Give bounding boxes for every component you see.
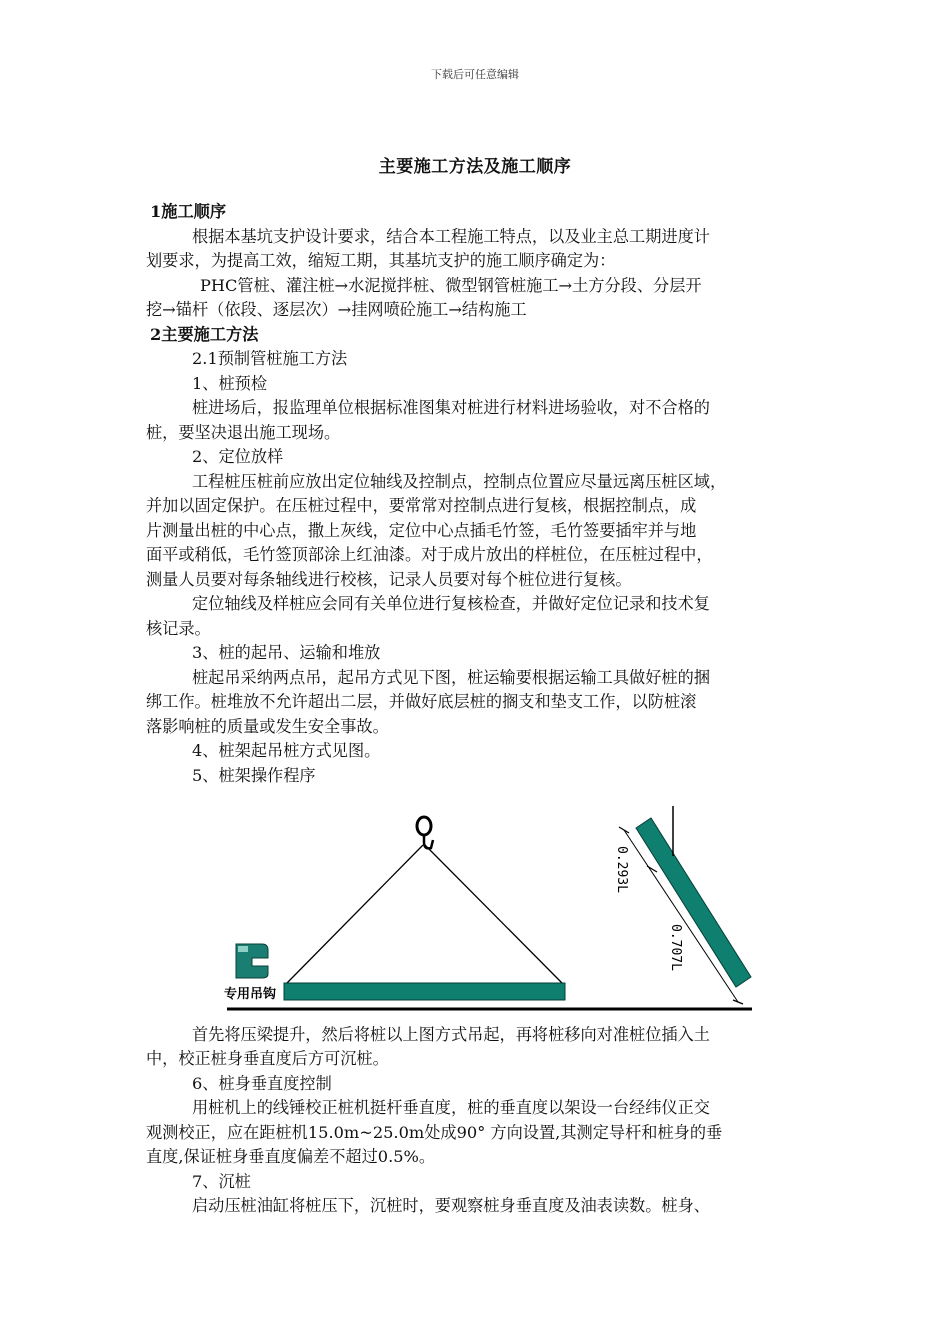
paragraph-line: 并加以固定保护。在压桩过程中，要常常对控制点进行复核，根据控制点，成 <box>146 496 697 515</box>
paragraph-line: 中，校正桩身垂直度后方可沉桩。 <box>146 1049 389 1068</box>
sling-right <box>425 845 562 983</box>
pile-inclined <box>636 818 751 987</box>
item-heading: 2、定位放样 <box>192 447 284 466</box>
paragraph-line: 桩，要坚决退出施工现场。 <box>146 423 341 442</box>
paragraph-line: 观测校正，应在距桩机15.0m~25.0m处成90° 方向设置,其测定导杆和桩身的垂 <box>146 1123 723 1142</box>
paragraph-line: 根据本基坑支护设计要求，结合本工程施工特点，以及业主总工期进度计 <box>192 227 710 246</box>
paragraph-line: 启动压桩油缸将桩压下，沉桩时，要观察桩身垂直度及油表读数。桩身、 <box>192 1196 710 1215</box>
pile-horizontal <box>284 983 565 1000</box>
paragraph-line: 片测量出桩的中心点，撒上灰线，定位中心点插毛竹签，毛竹签要插牢并与地 <box>146 521 697 540</box>
paragraph-line: 定位轴线及样桩应会同有关单位进行复核检查，并做好定位记录和技术复 <box>192 594 710 613</box>
paragraph-line: 用桩机上的线锤校正桩机挺杆垂直度，桩的垂直度以架设一台经纬仪正交 <box>192 1098 710 1117</box>
paragraph-line: 桩进场后，报监理单位根据标准图集对桩进行材料进场验收，对不合格的 <box>192 398 710 417</box>
section-heading-1: 1施工顺序 <box>150 202 227 221</box>
subsection-heading: 2.1预制管桩施工方法 <box>192 349 348 368</box>
page-header: 下载后可任意编辑 <box>431 68 519 81</box>
item-heading: 6、桩身垂直度控制 <box>192 1074 332 1093</box>
item-heading: 4、桩架起吊桩方式见图。 <box>192 741 381 760</box>
paragraph-line: 落影响桩的质量或发生安全事故。 <box>146 717 389 736</box>
paragraph-line: 挖→锚杆（依段、逐层次）→挂网喷砼施工→结构施工 <box>146 300 527 319</box>
crane-hook-icon <box>417 817 433 848</box>
paragraph-line: 直度,保证桩身垂直度偏差不超过0.5%。 <box>146 1147 436 1166</box>
paragraph-line: 面平或稍低，毛竹签顶部涂上红油漆。对于成片放出的样桩位，在压桩过程中， <box>146 545 713 564</box>
paragraph-line: 绑工作。桩堆放不允许超出二层，并做好底层桩的搁支和垫支工作，以防桩滚 <box>146 692 697 711</box>
dimension-line <box>624 830 738 1002</box>
sling-left <box>287 845 423 983</box>
paragraph-line: 测量人员要对每条轴线进行校核，记录人员要对每个桩位进行复核。 <box>146 570 632 589</box>
hook-label: 专用吊钩 <box>224 987 277 1002</box>
paragraph-line: PHC管桩、灌注桩→水泥搅拌桩、微型钢管桩施工→土方分段、分层开 <box>200 276 702 295</box>
paragraph-line: 划要求，为提高工效，缩短工期，其基坑支护的施工顺序确定为： <box>146 251 616 270</box>
item-heading: 7、沉桩 <box>192 1172 251 1191</box>
dimension-label-upper: 0.293L <box>614 846 629 893</box>
paragraph-line: 首先将压梁提升，然后将桩以上图方式吊起，再将桩移向对准桩位插入土 <box>192 1025 710 1044</box>
paragraph-line: 核记录。 <box>146 619 211 638</box>
paragraph-line: 工程桩压桩前应放出定位轴线及控制点，控制点位置应尽量远离压桩区域， <box>192 472 727 491</box>
item-heading: 1、桩预检 <box>192 374 268 393</box>
section-heading-2: 2主要施工方法 <box>150 325 259 344</box>
paragraph-line: 桩起吊采纳两点吊，起吊方式见下图，桩运输要根据运输工具做好桩的捆 <box>192 668 710 687</box>
special-hook-icon <box>236 944 268 978</box>
dimension-label-lower: 0.707L <box>668 924 683 971</box>
item-heading: 5、桩架操作程序 <box>192 766 316 785</box>
page-title: 主要施工方法及施工顺序 <box>378 157 572 177</box>
item-heading: 3、桩的起吊、运输和堆放 <box>192 643 381 662</box>
